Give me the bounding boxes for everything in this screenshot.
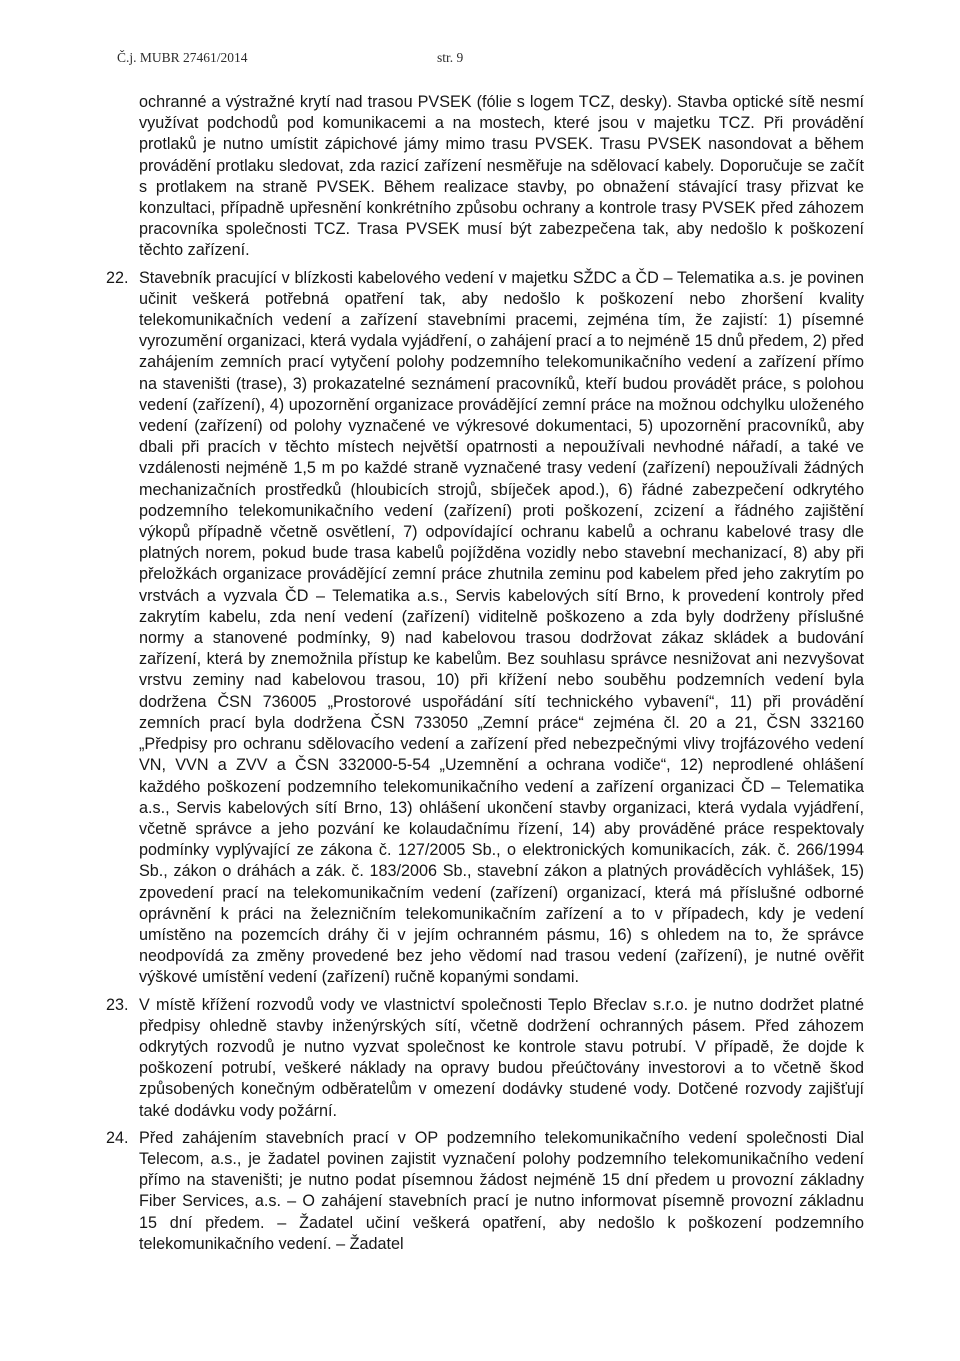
document-body [106,92,864,1261]
item-text: Stavebník pracující v blízkosti kabelového vedení v majetku SŽDC a ČD – Telematika a.s. je povinen učinit veškerá potřebná opatření tak, aby nedošlo k poškození nebo zhoršení kvality telekomunikačních vedení a zařízení stavebními pracemi, zejména tím, že zajistí: 1) písemné vyrozumění organizaci, která vydala vyjádření, o zahájení prací a to nejméně 15 dnů předem, 2) před zahájením zemních prací vytyčení polohy podzemního telekomunikačního vedení a zařízení přímo na staveništi (trase), 3) prokazatelné seznámení pracovníků, kteří budou provádět práce, s polohou vedení (zařízení), 4) upozornění organizace provádějící zemní práce na možnou odchylku uloženého vedení (zařízení) od polohy vyznačené ve výkresové dokumentaci, 5) upozornění pracovníků, aby dbali při pracích v těchto místech největší opatrnosti a nepoužívali nevhodné nářadí, a také ve vzdálenosti nejméně 1,5 m po každé straně vyznačené trasy vedení (zařízení) nepoužívali žádných mechanizačních prostředků (hloubicích strojů, sbíječek apod.), 6) řádné zabezpečení odkrytého podzemního telekomunikačního vedení (zařízení) proti poškození, zcizení a řádného zajištění výkopů případně včetně osvětlení, 7) odpovídající ochranu kabelů a ochranu kabelové trasy dle platných norem, pokud bude trasa kabelů pojížděna vozidly nebo stavební mechanizací, 8) aby při přeložkách organizace provádějící zemní práce zhutnila zeminu pod kabelem před jeho zakrytím po vrstvách a vyzvala ČD – Telematika a.s., Servis kabelových sítí Brno, k provedení kontroly před zakrytím kabelu, zda není vedení (zařízení) viditelně poškozeno a zda byly dodrženy příslušné normy a stanovené podmínky, 9) nad kabelovou trasou dodržovat zákaz skládek a budování zařízení, která by znemožnila přístup ke kabelům. Bez souhlasu správce nesnižovat ani nezvyšovat vrstvu zeminy nad kabelovou trasou, 10) při křížení nebo souběhu podzemních vedení byla dodržena ČSN 736005 „Prostorové uspořádání sítí technického vybavení“, 11) při provádění zemních prací byla dodržena ČSN 733050 „Zemní práce“ zejména čl. 20 a 21, ČSN 332160 „Předpisy pro ochranu sdělovacího vedení a zařízení před nebezpečnými vlivy trojfázového vedení VN, VVN a ZVV a ČSN 332000-5-54 „Uzemnění a ochrana vodiče“, 12) neprodlené ohlášení každého poškození podzemního telekomunikačního vedení a zařízení organizaci ČD – Telematika a.s., Servis kabelových sítí Brno, 13) ohlášení ukončení stavby organizaci, která vydala vyjádření, včetně správce a jeho pozvání ke kolaudačnímu řízení, 14) aby prováděné práce respektovaly podmínky vyplývající ze zákona č. 127/2005 Sb., o elektronických komunikacích, zák. č. 266/1994 Sb., zákon o dráhách a zák. č. 183/2006 Sb., stavební zákon a platných prováděcích vyhlášek, 15) zpovedení prací na telekomunikačním vedení (zařízení) organizací, která má příslušné odborné oprávnění k práci na železničním telekomunikačním zařízení a to v případech, kdy je vedení umístěno na pozemcích dráhy či v jejím ochranném pásmu, 16) s ohledem na to, že správce neodpovídá za změny provedené bez jeho vědomí nad trasou vedení (zařízení), je nutné ověřit výškové umístění vedení (zařízení) ručně kopanými sondami. [139,268,864,987]
item-number: 23. [106,995,129,1014]
page-header [117,50,900,66]
list-item [106,268,864,989]
document-reference: Č.j. MUBR 27461/2014 [117,50,248,65]
item-text: Před zahájením stavebních prací v OP podzemního telekomunikačního vedení společnosti Dial Telecom, a.s., je žadatel povinen zajistit vyznačení polohy podzemního telekomunikačního vedení přímo na staveništi; je nutno podat písemnou žádost nejméně 15 dní předem u provozní základny Fiber Services, a.s. – O zahájení stavebních prací je nutno informovat písemně provozní základnu 15 dní předem. – Žadatel učiní veškerá opatření, aby nedošlo k poškození podzemního telekomunikačního vedení. – Žadatel [139,1128,864,1253]
list-item [106,995,864,1122]
item-number: 24. [106,1128,129,1147]
continuation-paragraph: ochranné a výstražné krytí nad trasou PVSEK (fólie s logem TCZ, desky). Stavba optické sítě nesmí využívat podchodů pod komunikacemi a na mostech, které jsou v majetku TCZ. Při provádění protlaků je nutno umístit zápichové jámy mimo trasu PVSEK. Trasu PVSEK nasondovat a během provádění protlaku sledovat, zda razicí zařízení nesměřuje na sdělovací kabely. Doporučuje se začít s protlakem na straně PVSEK. Během realizace stavby, po obnažení stávající trasy přizvat ke konzultaci, případně upřesnění konkrétního způsobu ochrany a kontrole trasy PVSEK před záhozem pracovníka společnosti TCZ. Trasa PVSEK musí být zabezpečena tak, aby nedošlo k poškození těchto zařízení. [139,93,864,260]
page-number: str. 9 [437,50,464,65]
item-number: 22. [106,268,129,287]
list-item [106,1128,864,1255]
item-text: V místě křížení rozvodů vody ve vlastnictví společnosti Teplo Břeclav s.r.o. je nutno dodržet platné předpisy ohledně stavby inženýrských sítí, včetně dodržení ochranných pásem. Před záhozem odkrytých rozvodů je nutno vyzvat společnost ke kontrole stavu potrubí. V případě, že dojde k poškození potrubí, veškeré náklady na opravy budou přeúčtovány investorovi a to včetně škod způsobených konečným odběratelům v omezení dodávky studené vody. Dotčené rozvody zajišťují také dodávku vody požární. [139,995,864,1120]
